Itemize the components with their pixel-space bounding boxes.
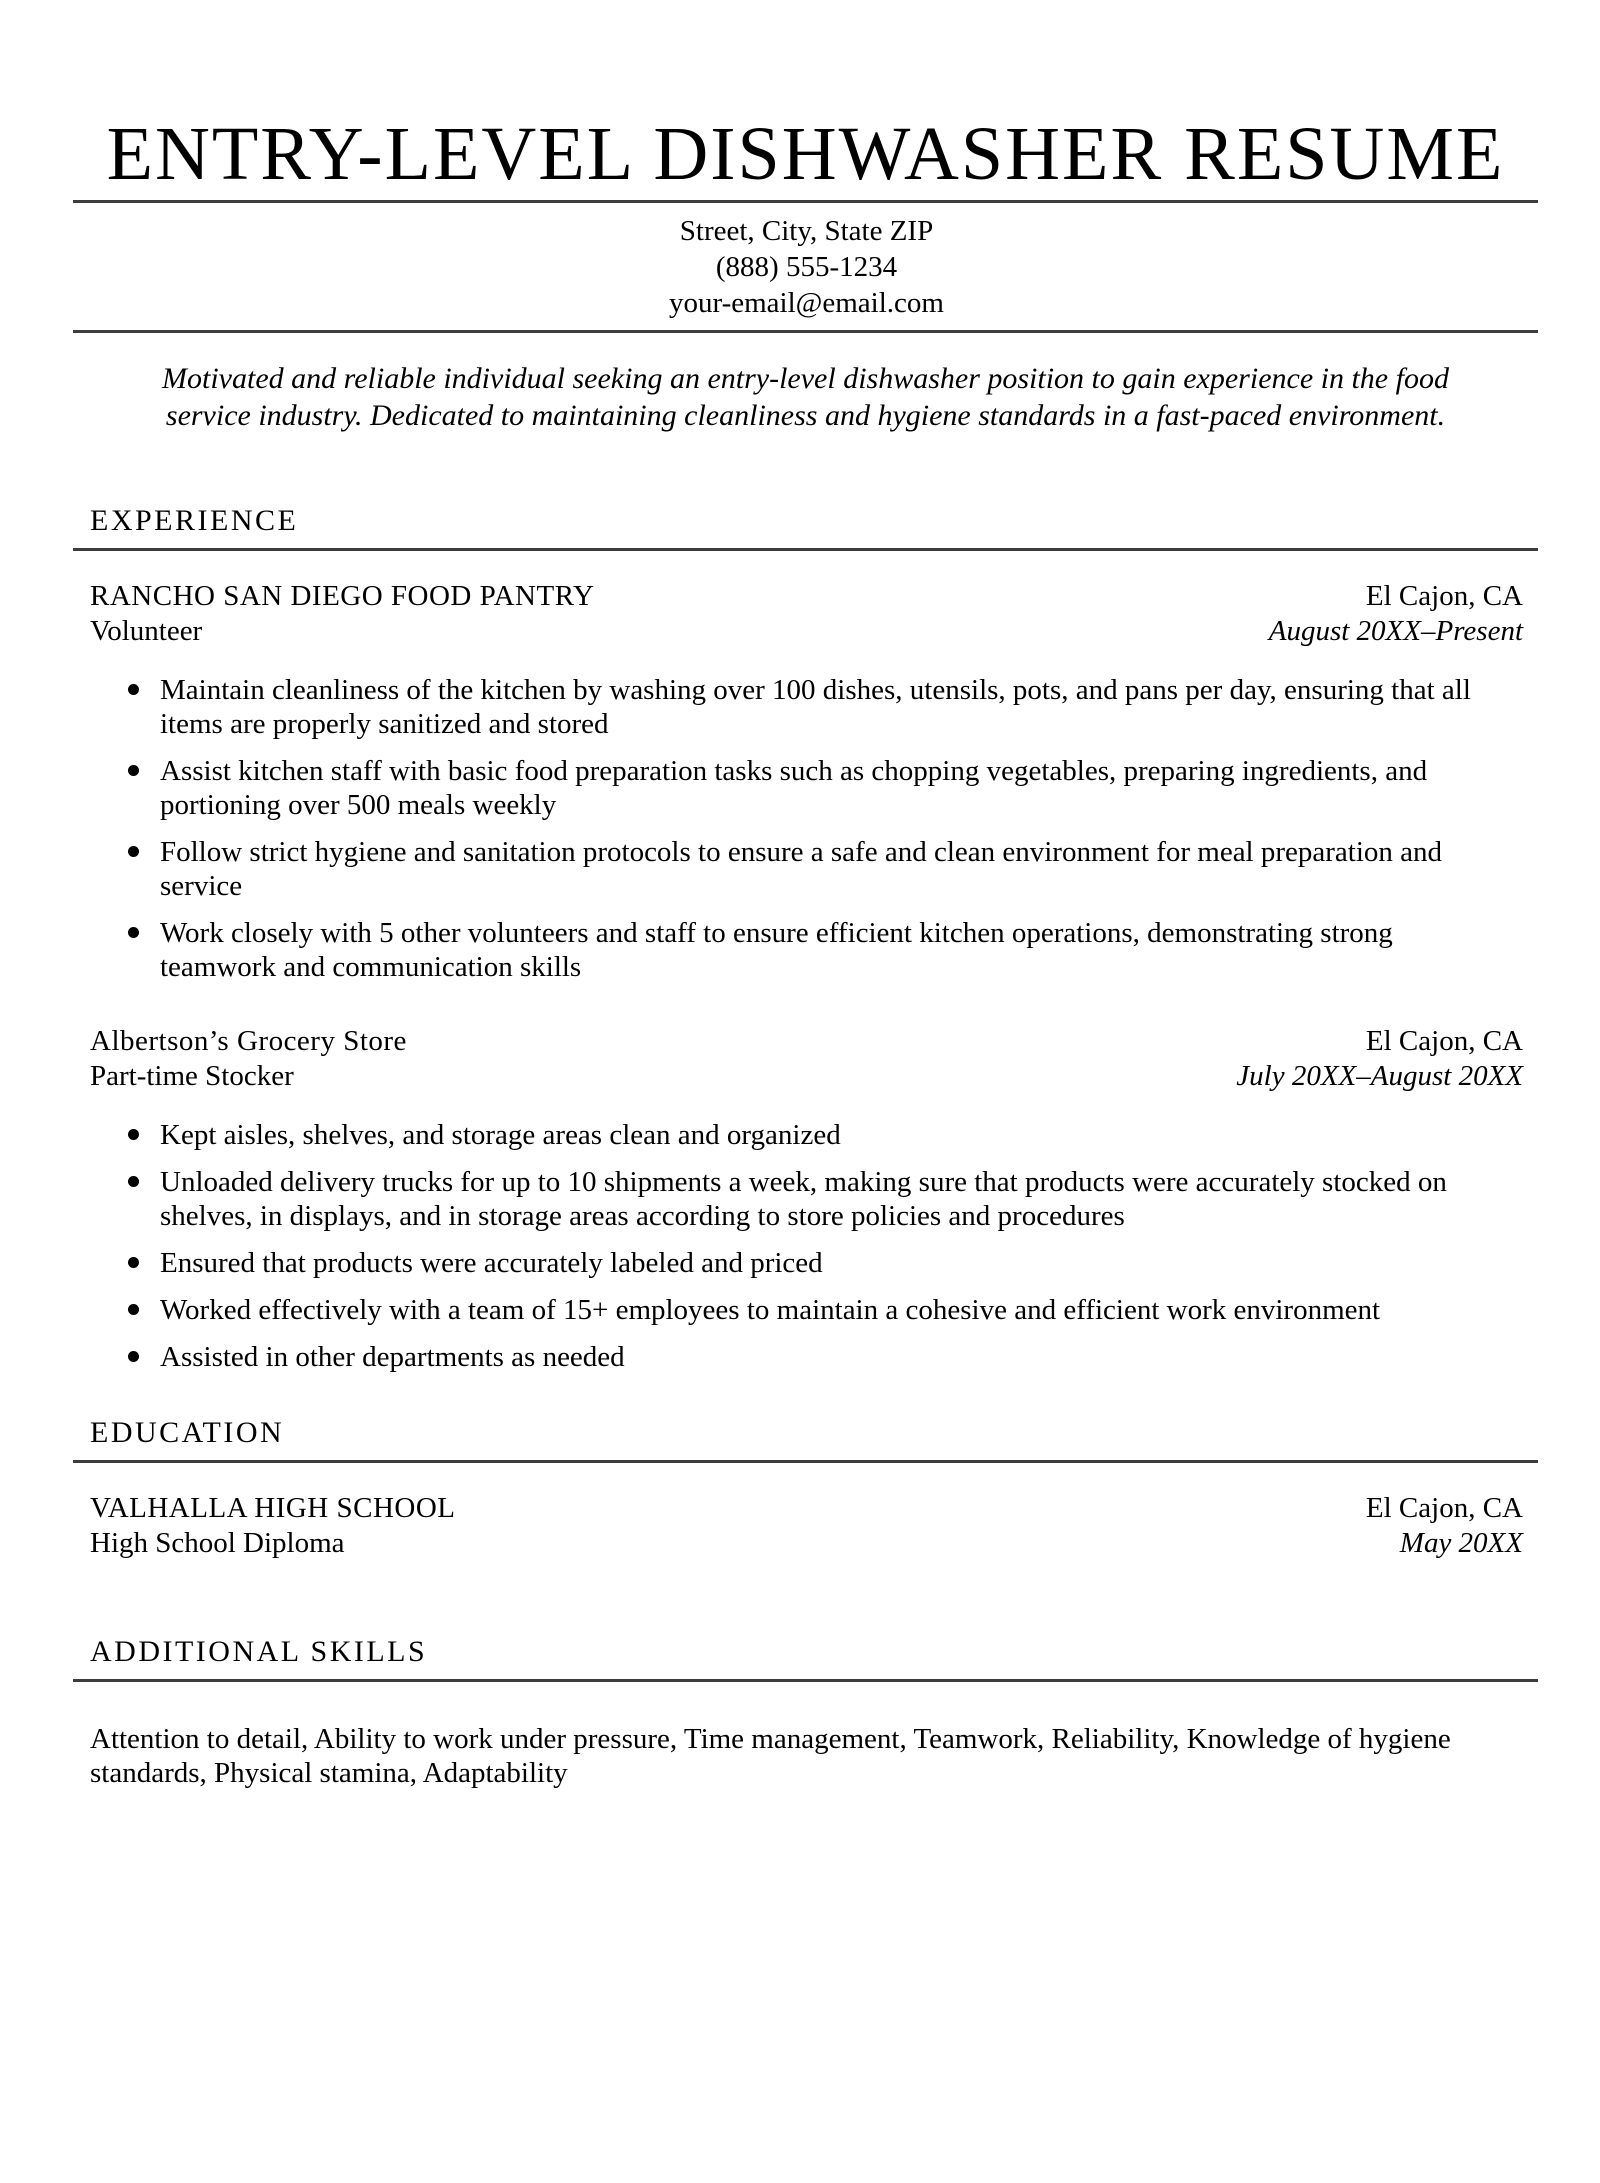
list-item: Follow strict hygiene and sanitation protocols to ensure a safe and clean environment for meal preparation and service [73,835,1538,903]
skills-section [73,1635,1538,1790]
job-header-row [73,1024,1538,1059]
skills-text: Attention to detail, Ability to work under pressure, Time management, Teamwork, Reliability, Knowledge of hygiene standards, Physical stamina, Adaptability [90,1723,1451,1789]
job-dates: July 20XX–August 20XX [1236,1060,1523,1092]
education-section [73,1416,1538,1561]
school-degree: High School Diploma [90,1527,345,1559]
school-location: El Cajon, CA [1365,1492,1523,1524]
page-title: ENTRY-LEVEL DISHWASHER RESUME [73,112,1538,203]
job-role-row [73,614,1538,649]
list-item: Work closely with 5 other volunteers and staff to ensure efficient kitchen operations, demonstrating strong teamwork and communication skills [73,916,1538,984]
contact-email: your-email@email.com [669,287,944,319]
list-item: Worked effectively with a team of 15+ employees to maintain a cohesive and efficient work environment [73,1293,1538,1327]
job-company: RANCHO SAN DIEGO FOOD PANTRY [90,580,595,612]
resume-page [0,112,1600,2183]
experience-section [73,504,1538,1374]
contact-address: Street, City, State ZIP [679,215,934,247]
education-entry [73,1491,1538,1561]
job-entry [73,579,1538,984]
job-header-row [73,579,1538,614]
job-location: El Cajon, CA [1365,580,1523,612]
job-role-row [73,1059,1538,1094]
list-item: Assist kitchen staff with basic food preparation tasks such as chopping vegetables, preparing ingredients, and portioning over 500 meals weekly [73,754,1538,822]
experience-heading: EXPERIENCE [73,504,1538,551]
job-company: Albertson’s Grocery Store [90,1025,407,1057]
job-dates: August 20XX–Present [1268,615,1523,647]
job-bullet-list [73,673,1538,984]
list-item: Ensured that products were accurately labeled and priced [73,1246,1538,1280]
school-degree-row [73,1526,1538,1561]
job-role: Volunteer [90,615,203,647]
school-name: VALHALLA HIGH SCHOOL [90,1492,456,1524]
school-header-row [73,1491,1538,1526]
resume-header [73,112,1538,333]
job-location: El Cajon, CA [1365,1025,1523,1057]
school-dates: May 20XX [1399,1527,1523,1559]
skills-heading: ADDITIONAL SKILLS [73,1635,1538,1682]
contact-block [73,203,1538,333]
job-role: Part-time Stocker [90,1060,294,1092]
summary-text: Motivated and reliable individual seeking an entry-level dishwasher position to gain experience in the food service industry. Dedicated to maintaining cleanliness and hygiene standards in a fast-paced environment. [162,362,1449,432]
list-item: Kept aisles, shelves, and storage areas clean and organized [73,1118,1538,1152]
education-heading: EDUCATION [73,1416,1538,1463]
job-entry [73,1024,1538,1374]
contact-phone: (888) 555-1234 [715,251,898,283]
job-bullet-list [73,1118,1538,1374]
list-item: Unloaded delivery trucks for up to 10 shipments a week, making sure that products were accurately stocked on shelves, in displays, and in storage areas according to store policies and procedures [73,1165,1538,1233]
list-item: Maintain cleanliness of the kitchen by washing over 100 dishes, utensils, pots, and pans per day, ensuring that all items are properly sanitized and stored [73,673,1538,741]
list-item: Assisted in other departments as needed [73,1340,1538,1374]
